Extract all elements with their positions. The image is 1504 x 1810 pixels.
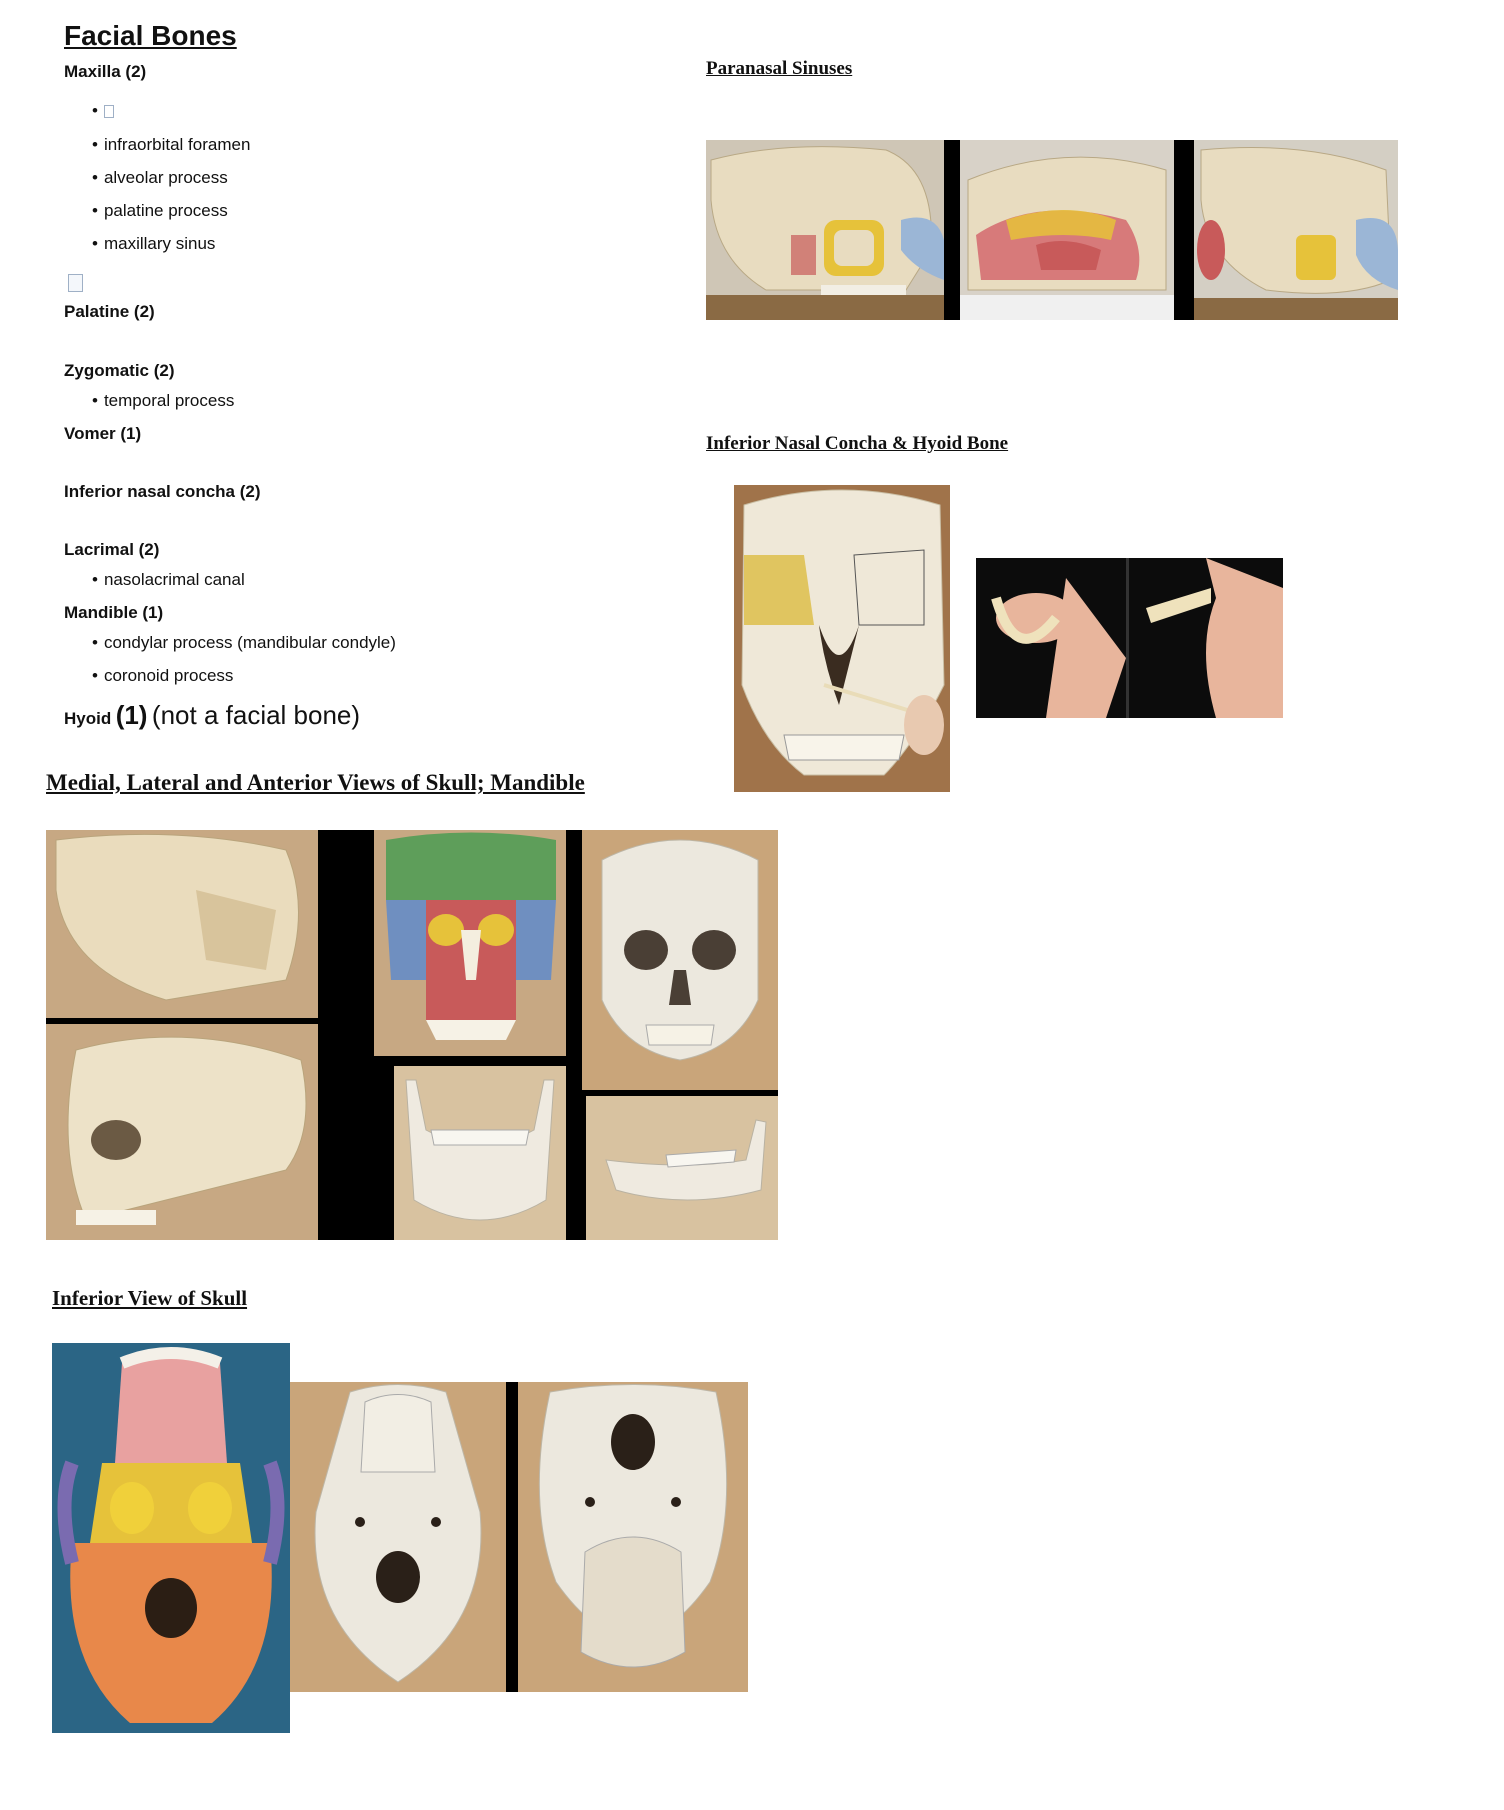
list-item: • condylar process (mandibular condyle) (92, 633, 396, 653)
bone-hyoid (64, 700, 360, 731)
section-inferior-view: Inferior View of Skull (52, 1286, 248, 1310)
list-item: • temporal process (92, 391, 234, 411)
section-skull-views: Medial, Lateral and Anterior Views of Skull; Mandible (46, 770, 585, 795)
list-item: • infraorbital foramen (92, 135, 250, 155)
missing-image-icon (68, 274, 83, 292)
list-item: • alveolar process (92, 168, 228, 188)
bone-mandible: Mandible (1) (64, 603, 164, 622)
bone-inferior-nasal-concha: Inferior nasal concha (2) (64, 482, 261, 501)
bone-vomer: Vomer (1) (64, 424, 142, 443)
section-paranasal-sinuses: Paranasal Sinuses (706, 58, 853, 79)
bone-zygomatic: Zygomatic (2) (64, 361, 175, 380)
section-concha-hyoid: Inferior Nasal Concha & Hyoid Bone (706, 433, 1009, 454)
bone-lacrimal: Lacrimal (2) (64, 540, 160, 559)
skull-anterior-concha-photo (734, 485, 950, 792)
list-item: • nasolacrimal canal (92, 570, 245, 590)
missing-glyph-icon (104, 105, 114, 118)
list-item: • maxillary sinus (92, 234, 215, 254)
list-item: • coronoid process (92, 666, 233, 686)
list-item: • palatine process (92, 201, 228, 221)
page-title: Facial Bones (64, 20, 237, 51)
placeholder-bullet (92, 101, 114, 121)
paranasal-sinuses-photo-strip (706, 140, 1398, 320)
hyoid-count: (1) (115, 700, 148, 730)
bone-maxilla: Maxilla (2) (64, 62, 147, 81)
hyoid-label: Hyoid (64, 709, 112, 728)
inferior-skull-colored-model-photo (52, 1343, 290, 1733)
inferior-skull-photos (290, 1382, 748, 1692)
hyoid-bone-photo (976, 558, 1283, 718)
hyoid-note: (not a facial bone) (151, 700, 361, 730)
bone-palatine: Palatine (2) (64, 302, 155, 321)
skull-views-photo-collage (46, 830, 778, 1240)
